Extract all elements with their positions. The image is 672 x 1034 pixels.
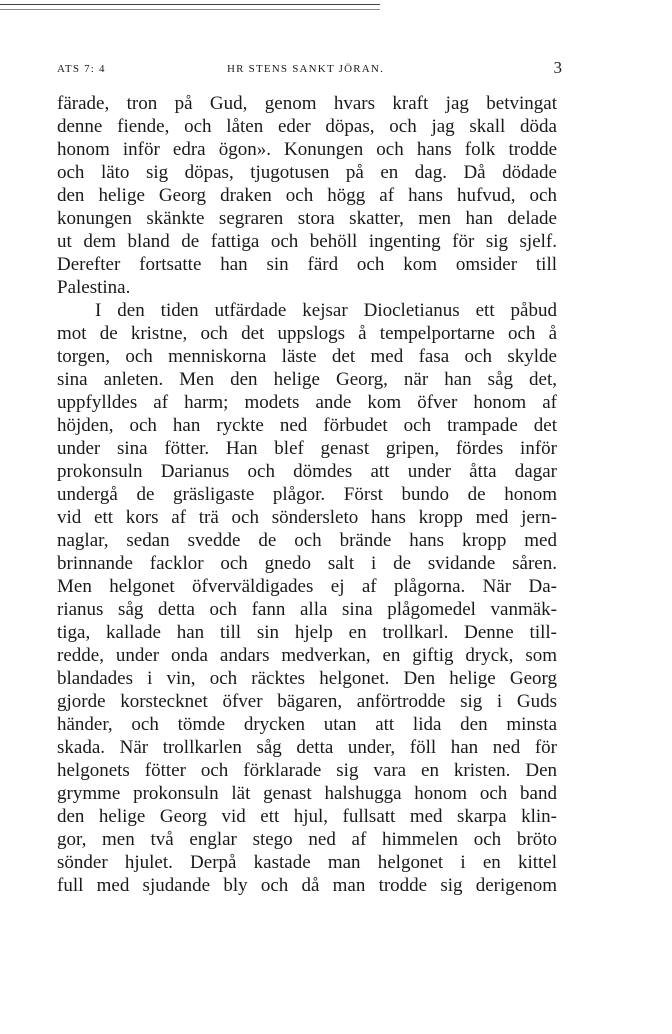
text-line: och läto sig döpas, tjugotusen på en dag. Då dödade: [57, 162, 557, 183]
text-line: brinnande facklor och gnedo salt i de svidande såren.: [57, 553, 557, 574]
top-rule: [0, 4, 380, 5]
text-line: I den tiden utfärdade kejsar Diocletianus ett påbud: [95, 300, 557, 321]
text-line: prokonsuln Darianus och dömdes att under åtta dagar: [57, 461, 557, 482]
paragraph-1: [57, 92, 557, 299]
text-line: tiga, kallade han till sin hjelp en trollkarl. Denne till-: [57, 622, 557, 643]
text-line: full med sjudande bly och då man trodde sig derigenom: [57, 875, 557, 896]
text-line: grymme prokonsuln lät genast halshugga honom och band: [57, 783, 557, 804]
text-line: honom inför edra ögon». Konungen och hans folk trodde: [57, 139, 557, 160]
text-line: Derefter fortsatte han sin färd och kom omsider till: [57, 254, 557, 275]
body-text: [57, 92, 557, 897]
top-rule-secondary: [0, 9, 380, 10]
signature-mark: ATS 7: 4: [57, 63, 106, 75]
text-line: händer, och tömde drycken utan att lida den minsta: [57, 714, 557, 735]
text-line: undergå de gräsligaste plågor. Först bundo de honom: [57, 484, 557, 505]
text-line: redde, under onda andars medverkan, en giftig dryck, som: [57, 645, 557, 666]
text-line: torgen, och menniskorna läste det med fasa och skylde: [57, 346, 557, 367]
text-line: helgonets fötter och förklarade sig vara en kristen. Den: [57, 760, 557, 781]
text-line: höjden, och han ryckte ned förbudet och trampade det: [57, 415, 557, 436]
text-line: sönder hjulet. Derpå kastade man helgonet i en kittel: [57, 852, 557, 873]
text-line: vid ett kors af trä och söndersleto hans kropp med jern-: [57, 507, 557, 528]
text-line: konungen skänkte segraren stora skatter, men han delade: [57, 208, 557, 229]
text-line: gor, men två englar stego ned af himmelen och bröto: [57, 829, 557, 850]
running-head: [57, 58, 562, 83]
page-number: 3: [553, 58, 562, 77]
text-line: denne fiende, och låten eder döpas, och jag skall döda: [57, 116, 557, 137]
text-line: naglar, sedan svedde de och brände hans kropp med: [57, 530, 557, 551]
text-line: skada. När trollkarlen såg detta under, föll han ned för: [57, 737, 557, 758]
text-line: uppfylldes af harm; modets ande kom öfver honom af: [57, 392, 557, 413]
running-title: HR STENS SANKT JÖRAN.: [227, 63, 385, 75]
text-line: den helige Georg vid ett hjul, fullsatt med skarpa klin-: [57, 806, 557, 827]
text-line: under sina fötter. Han blef genast gripen, fördes inför: [57, 438, 557, 459]
text-line: Palestina.: [57, 277, 131, 298]
text-line: sina anleten. Men den helige Georg, när han såg det,: [57, 369, 557, 390]
text-line: blandades i vin, och räcktes helgonet. Den helige Georg: [57, 668, 557, 689]
text-line: färade, tron på Gud, genom hvars kraft jag betvingat: [57, 93, 557, 114]
text-line: rianus såg detta och fann alla sina plågomedel vanmäk-: [57, 599, 557, 620]
text-line: ut dem bland de fattiga och behöll ingenting för sig sjelf.: [57, 231, 557, 252]
text-line: den helige Georg draken och högg af hans hufvud, och: [57, 185, 557, 206]
text-line: gjorde korstecknet öfver bägaren, anförtrodde sig i Guds: [57, 691, 557, 712]
text-line: Men helgonet öfverväldigades ej af plågorna. När Da-: [57, 576, 557, 597]
text-line: mot de kristne, och det uppslogs å tempelportarne och å: [57, 323, 557, 344]
paragraph-2: [57, 299, 557, 897]
